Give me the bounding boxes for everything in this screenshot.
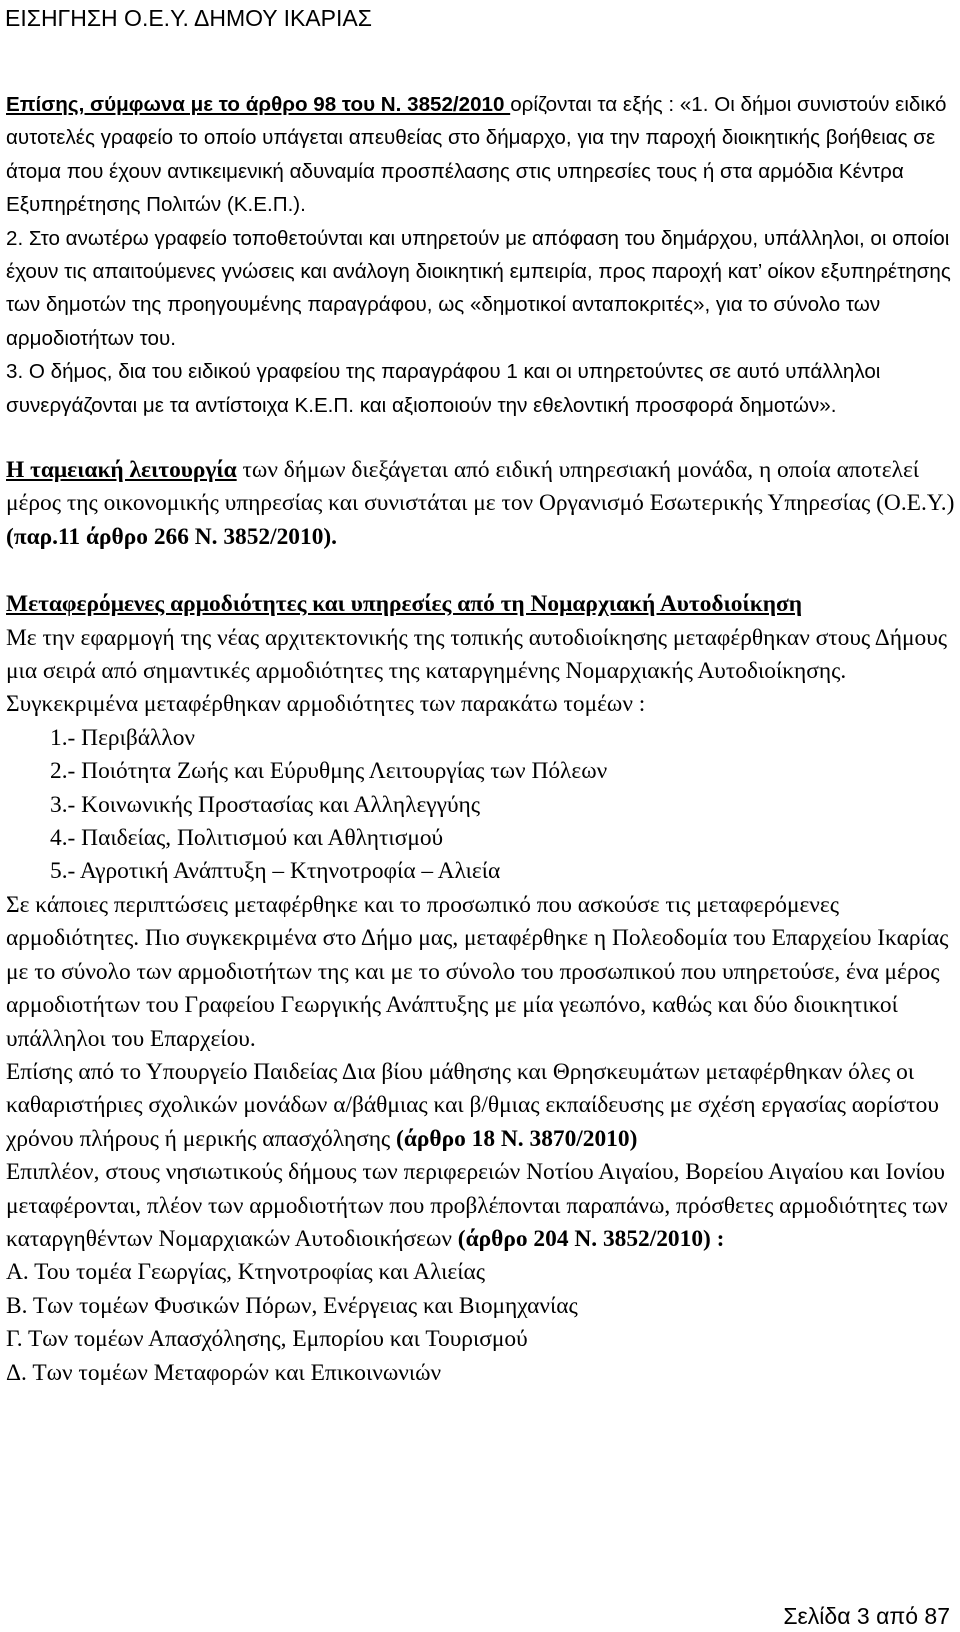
paragraph-islands (6, 1156, 956, 1256)
section-heading: Μεταφερόμενες αρμοδιότητες και υπηρεσίες από τη Νομαρχιακή Αυτοδιοίκηση (6, 591, 803, 618)
treasury-reference: (παρ.11 άρθρο 266 Ν. 3852/2010). (6, 523, 338, 550)
islands-reference: (άρθρο 204 Ν. 3852/2010) : (457, 1225, 725, 1252)
treasury-bold-label: Η ταμειακή λειτουργία (6, 457, 237, 483)
article-98-reference: Επίσης, σύμφωνα με το άρθρο 98 του Ν. 3852/2010 (6, 93, 511, 116)
education-reference: (άρθρο 18 Ν. 3870/2010) (396, 1125, 638, 1152)
paragraph-intro: Με την εφαρμογή της νέας αρχιτεκτονικής της τοπικής αυτοδιοίκησης μεταφέρθηκαν στους Δήμους μια σειρά από σημαντικές αρμοδιότητες της καταργημένης Νομαρχιακής Αυτοδιοίκησης. Συγκεκριμένα μεταφέρθηκαν αρμοδιότητες των παρακάτω τομέων : (6, 624, 948, 718)
page-header: ΕΙΣΗΓΗΣΗ Ο.Ε.Υ. ΔΗΜΟΥ ΙΚΑΡΙΑΣ (5, 5, 372, 31)
page-number: Σελίδα 3 από 87 (783, 1603, 950, 1629)
list-item: 2.- Ποιότητα Ζωής και Εύρυθμης Λειτουργίας των Πόλεων (50, 758, 608, 785)
list-item: 4.- Παιδείας, Πολιτισμού και Αθλητισμού (50, 825, 444, 852)
list-item: Δ. Των τομέων Μεταφορών και Επικοινωνιών (6, 1359, 442, 1386)
paragraph-treasury (6, 454, 956, 554)
list-item: 3.- Κοινωνικής Προστασίας και Αλληλεγγύης (50, 791, 481, 818)
list-item: 5.- Αγροτική Ανάπτυξη – Κτηνοτροφία – Αλιεία (50, 858, 501, 885)
list-item: Α. Του τομέα Γεωργίας, Κτηνοτροφίας και Αλιείας (6, 1259, 486, 1286)
extra-sectors-list (6, 1256, 956, 1390)
main-text-block (6, 454, 956, 1390)
list-item: Β. Των τομέων Φυσικών Πόρων, Ενέργειας και Βιομηχανίας (6, 1292, 578, 1319)
paragraph-education (6, 1056, 956, 1156)
article-98-text: ορίζονται τα εξής : «1. Οι δήμοι συνιστούν ειδικό αυτοτελές γραφείο το οποίο υπάγεται απευθείας στο δήμαρχο, για την παροχή διοικητικής βοήθειας σε άτομα που έχουν αντικειμενική αδυναμία προσπέλασης στις υπηρεσίες τους ή στα αρμόδια Κέντρα Εξυπηρέτησης Πολιτών (Κ.Ε.Π.). (6, 93, 947, 217)
paragraph-2: 2. Στο ανωτέρω γραφείο τοποθετούνται και υπηρετούν με απόφαση του δημάρχου, υπάλληλοι, οι οποίοι έχουν τις απαιτούμενες γνώσεις και ανάλογη διοικητική εμπειρία, προς παροχή κατ’ οίκον εξυπηρέτησης των δημοτών της προηγουμένης παραγράφου, ως «δημοτικοί ανταποκριτές», για το σύνολο των αρμοδιοτήτων του. (6, 226, 951, 350)
paragraph-personnel: Σε κάποιες περιπτώσεις μεταφέρθηκε και το προσωπικό που ασκούσε τις μεταφερόμενες αρμοδιότητες. Πιο συγκεκριμένα στο Δήμο μας, μεταφέρθηκε η Πολεοδομία του Επαρχείου Ικαρίας με το σύνολο των αρμοδιοτήτων της και με το σύνολο του προσωπικού που υπηρετούσε, ένα μέρος αρμοδιοτήτων του Γραφείου Γεωργικής Ανάπτυξης με μία γεωπόνο, καθώς και δύο διοικητικοί υπάλληλοι του Επαρχείου. (6, 891, 949, 1052)
education-text: Επίσης από το Υπουργείο Παιδείας Δια βίου μάθησης και Θρησκευμάτων μεταφέρθηκαν όλες οι καθαριστήριες σχολικών μονάδων α/βάθμιας και β/θμιας εκπαίδευσης με σχέση εργασίας αορίστου χρόνου πλήρους ή μερικής απασχόλησης (6, 1058, 939, 1152)
paragraph-3: 3. Ο δήμος, δια του ειδικού γραφείου της παραγράφου 1 και οι υπηρετούντες σε αυτό υπάλληλοι συνεργάζονται με τα αντίστοιχα Κ.Ε.Π. και αξιοποιούν την εθελοντική προσφορά δημοτών». (6, 360, 881, 417)
islands-text: Επιπλέον, στους νησιωτικούς δήμους των περιφερειών Νοτίου Αιγαίου, Βορείου Αιγαίου και Ιονίου μεταφέρονται, πλέον των αρμοδιοτήτων που προβλέπονται παραπάνω, πρόσθετες αρμοδιότητες των καταργηθέντων Νομαρχιακών Αυτοδιοικήσεων (6, 1159, 948, 1252)
article-98-block (6, 88, 956, 422)
spacer (6, 554, 956, 588)
treasury-text: των δήμων διεξάγεται από ειδική υπηρεσιακή μονάδα, η οποία αποτελεί μέρος της οικονομικής υπηρεσίας και συνιστάται με τον Οργανισμό Εσωτερικής Υπηρεσίας (Ο.Ε.Υ.) (6, 457, 955, 517)
list-item: Γ. Των τομέων Απασχόλησης, Εμπορίου και Τουρισμού (6, 1326, 528, 1353)
paragraph-article-98 (6, 88, 956, 222)
list-item: 1.- Περιβάλλον (50, 724, 195, 751)
sectors-list (6, 722, 956, 889)
